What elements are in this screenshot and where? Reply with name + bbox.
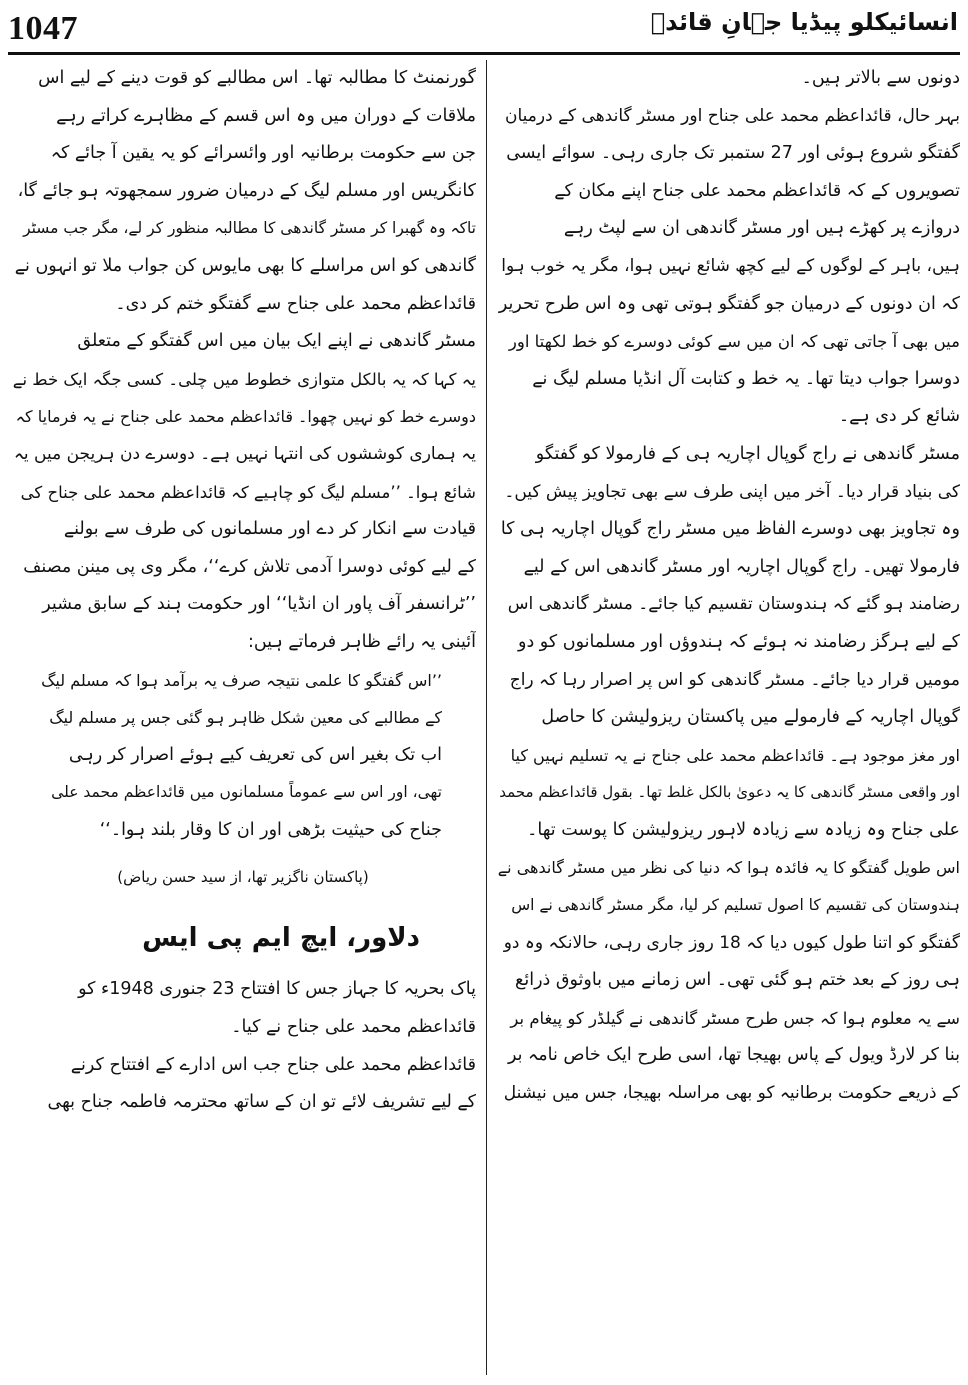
column-divider [486, 60, 487, 1375]
text-line: پاک بحریہ کا جہاز جس کا افتتاح 23 جنوری 1948ء کو [78, 979, 476, 1000]
text-line: دونوں سے بالاتر ہیں۔ [801, 68, 960, 88]
block-quote [10, 662, 476, 850]
left-column [10, 60, 476, 1122]
paragraph-1 [10, 60, 476, 662]
text-line: ہندوستان کی تقسیم کا اصول تسلیم کر لیا، مگر مسٹر گاندھی نے اس [511, 896, 960, 915]
page-number: 1047 [8, 10, 78, 47]
text-line: ہی روز کے بعد ختم ہو گئی تھی۔ اس زمانے میں باوثوق ذرائع [515, 970, 960, 991]
text-line: آئینی یہ رائے ظاہر فرماتے ہیں: [247, 631, 476, 652]
book-title: انسائیکلو پیڈیا جہانِ قائدؒ [650, 8, 958, 36]
right-column [498, 60, 960, 1113]
text-line: ’’ٹرانسفر آف پاور ان انڈیا‘‘ اور حکومت ہند کے سابق مشیر [42, 594, 476, 615]
text-line: تاکہ وہ گھبرا کر مسٹر گاندھی کا مطالبہ منظور کر لے، مگر جب مسٹر [23, 219, 476, 238]
text-line: مومیں قرار دیا جائے۔ مسٹر گاندھی کو اس پر اصرار رہا کہ راج [509, 669, 960, 690]
header-rule [8, 52, 960, 55]
text-line: بہر حال، قائداعظم محمد علی جناح اور مسٹر گاندھی کے درمیان [504, 105, 960, 126]
text-line: ’’اس گفتگو کا علمی نتیجہ صرف یہ برآمد ہوا کہ مسلم لیگ [41, 670, 442, 690]
text-line: گورنمنٹ کا مطالبہ تھا۔ اس مطالبے کو قوت دینے کے لیے اس [38, 68, 476, 88]
text-line: کانگریس اور مسلم لیگ کے درمیان ضرور سمجھوتہ ہو جائے گا، [17, 180, 476, 201]
text-line: گفتگو کو اتنا طول کیوں دیا کہ 18 روز جاری رہی، حالانکہ وہ دو [503, 932, 960, 953]
text-line: بنا کر لارڈ ویول کے پاس بھیجا تھا، اسی طرح ایک خاص نامہ بر [507, 1045, 960, 1066]
text-line: کی بنیاد قرار دیا۔ آخر میں اپنی طرف سے بھی تجاویز پیش کیں۔ [504, 481, 960, 502]
text-line: جناح کی حیثیت بڑھی اور ان کا وقار بلند ہوا۔‘‘ [99, 819, 442, 840]
text-line: گفتگو شروع ہوئی اور 27 ستمبر تک جاری رہی۔ سوائے ایسی [506, 143, 960, 164]
text-line: جن سے حکومت برطانیہ اور وائسرائے کو یہ یقین آ جائے کہ [50, 143, 476, 164]
text-line: شائع کر دی ہے۔ [838, 406, 960, 427]
text-line: اب تک بغیر اس کی تعریف کیے ہوئے اصرار کر رہی [68, 744, 442, 765]
text-line: کے مطالبے کی معین شکل ظاہر ہو گئی جس پر مسلم لیگ [49, 708, 442, 728]
text-line: گاندھی کو اس مراسلے کا بھی مایوس کن جواب ملا تو انہوں نے [14, 255, 476, 276]
paragraph-2 [10, 971, 476, 1121]
text-line: ملاقات کے دوران میں وہ اس قسم کے مظاہرے کراتے رہے [56, 105, 476, 126]
text-line: ہیں، باہر کے لوگوں کے لیے کچھ شائع نہیں ہوا، مگر یہ خوب ہوا [501, 255, 960, 276]
text-line: کے لیے کوئی دوسرا آدمی تلاش کرے‘‘، مگر وی پی مینن مصنف [23, 556, 476, 577]
text-line: دوسرے خط کو نہیں چھوا۔ قائداعظم محمد علی جناح نے یہ فرمایا کہ [15, 407, 476, 427]
text-line: گوپال اچاریہ کے فارمولے میں پاکستان ریزولیشن کا حاصل [541, 707, 960, 728]
text-line: اس طویل گفتگو کا یہ فائدہ ہوا کہ دنیا کی نظر میں مسٹر گاندھی نے [498, 858, 960, 878]
text-line: تھی، اور اس سے عموماً مسلمانوں میں قائداعظم محمد علی [51, 783, 442, 802]
text-line: یہ ہماری کوششوں کی انتہا نہیں ہے۔ دوسرے دن ہریجن میں یہ [13, 443, 476, 464]
text-line: یہ کہا کہ یہ بالکل متوازی خطوط میں چلی۔ کسی جگہ ایک خط نے [12, 369, 476, 389]
text-line: دروازے پر کھڑے ہیں اور مسٹر گاندھی ان سے لپٹ رہے [563, 218, 960, 239]
text-line: وہ تجاویز بھی دوسرے الفاظ میں مسٹر راج گوپال اچاریہ ہی کا [500, 519, 960, 540]
text-line: قیادت سے انکار کر دے اور مسلمانوں کی طرف سے بولنے [63, 519, 476, 540]
text-line: دوسرا جواب دیتا تھا۔ یہ خط و کتابت آل انڈیا مسلم لیگ نے [532, 368, 960, 389]
citation: (پاکستان ناگزیر تھا، از سید حسن ریاض) [117, 868, 369, 887]
text-line: فارمولا تھیں۔ راج گوپال اچاریہ اور مسٹر گاندھی اس کے لیے [523, 556, 960, 577]
section-heading: دلاور، ایچ ایم پی ایس [142, 923, 420, 954]
text-line: مسٹر گاندھی نے اپنے ایک بیان میں اس گفتگو کے متعلق [77, 331, 476, 352]
text-line: میں بھی آ جاتی تھی کہ ان میں سے کوئی دوسرے کو خط لکھتا اور [508, 332, 960, 352]
text-line: کے لیے تشریف لائے تو ان کے ساتھ محترمہ فاطمہ جناح بھی [47, 1092, 476, 1113]
text-line: علی جناح وہ زیادہ سے زیادہ لاہور ریزولیشن کا پوست تھا۔ [527, 819, 960, 840]
text-line: شائع ہوا۔ ’’مسلم لیگ کو چاہیے کہ قائداعظم محمد علی جناح کی [20, 482, 476, 502]
text-line: کہ ان دونوں کے درمیان جو گفتگو ہوتی تھی وہ اس طرح تحریر [498, 293, 960, 314]
text-line: مسٹر گاندھی نے راج گوپال اچاریہ ہی کے فارمولا کو گفتگو [535, 443, 960, 464]
text-line: قائداعظم محمد علی جناح سے گفتگو ختم کر دی۔ [115, 293, 476, 314]
text-line: قائداعظم محمد علی جناح نے کیا۔ [231, 1017, 476, 1038]
text-line: رضامند ہو گئے کہ ہندوستان تقسیم کیا جائے۔ مسٹر گاندھی اس [507, 594, 960, 615]
text-line: کے لیے ہرگز رضامند نہ ہوئے کہ ہندوؤں اور مسلمانوں کو دو [518, 631, 960, 652]
text-line: تصویروں کے کہ قائداعظم محمد علی جناح اپنے مکان کے [554, 180, 960, 201]
text-line: اور واقعی مسٹر گاندھی کا یہ دعویٰ بالکل غلط تھا۔ بقول قائداعظم محمد [499, 783, 960, 802]
text-line: قائداعظم محمد علی جناح جب اس ادارے کے افتتاح کرنے [70, 1054, 476, 1075]
text-line: اور مغز موجود ہے۔ قائداعظم محمد علی جناح نے یہ تسلیم نہیں کیا [510, 745, 960, 765]
text-line: کے ذریعے حکومت برطانیہ کو بھی مراسلہ بھیجا، جس میں نیشنل [503, 1083, 960, 1104]
text-line: سے یہ معلوم ہوا کہ جس طرح مسٹر گاندھی نے گیلڈر کو پیغام بر [510, 1008, 960, 1028]
